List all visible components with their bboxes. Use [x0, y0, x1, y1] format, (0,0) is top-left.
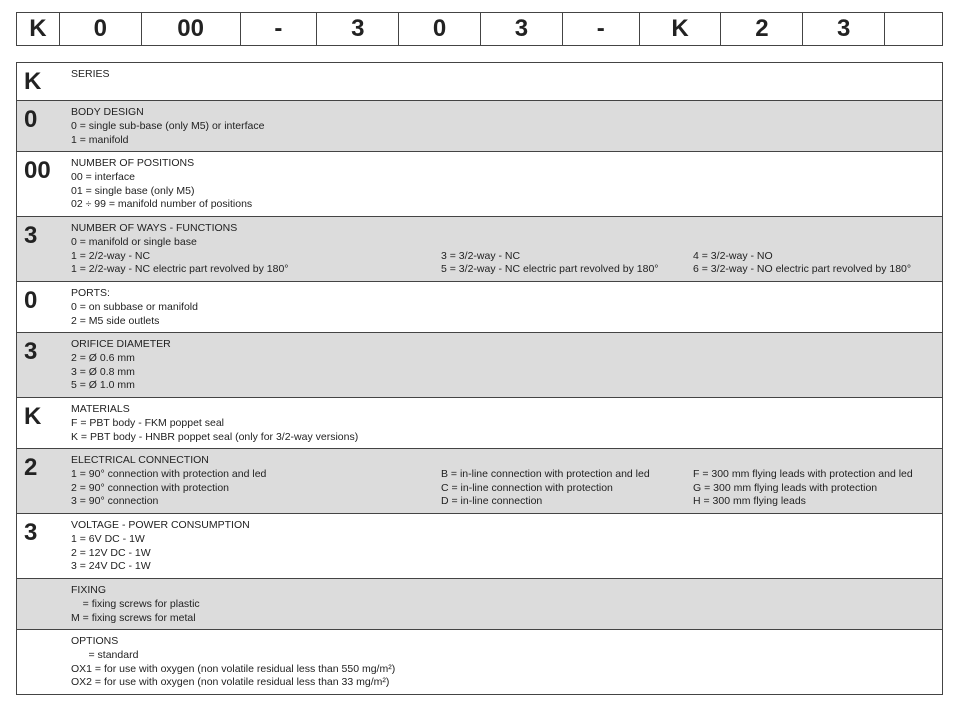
option-text: 01 = single base (only M5) [71, 184, 195, 197]
option-line [71, 468, 936, 482]
option-line [71, 417, 936, 431]
option-line [71, 236, 936, 250]
option-line [71, 533, 936, 547]
row-title: SERIES [71, 68, 110, 80]
option-line [71, 547, 936, 561]
ordering-code-table [16, 62, 943, 695]
option-text: D = in-line connection [441, 495, 543, 508]
option-text: F = PBT body - FKM poppet seal [71, 416, 225, 429]
code-cell-6: 0 [399, 13, 481, 45]
code-cell-2: 0 [60, 13, 142, 45]
row-title: MATERIALS [71, 403, 130, 415]
option-line [71, 198, 936, 212]
row-description [71, 519, 936, 574]
option-text: 3 = 90° connection [71, 495, 159, 508]
option-text: 5 = Ø 1.0 mm [71, 379, 135, 392]
option-text: 2 = Ø 0.6 mm [71, 351, 135, 364]
option-text: 3 = 3/2-way - NC [441, 249, 521, 262]
row-fixing [17, 578, 942, 629]
row-description [71, 454, 936, 509]
row-code-value: 3 [24, 222, 38, 249]
row-options [17, 629, 942, 694]
option-line [71, 379, 936, 393]
option-text: 2 = M5 side outlets [71, 314, 160, 327]
row-code-value: 3 [24, 519, 38, 546]
option-line [71, 315, 936, 329]
option-text: 3 = Ø 0.8 mm [71, 365, 135, 378]
option-line [71, 431, 936, 445]
row-body-design [17, 100, 942, 151]
option-line [71, 301, 936, 315]
option-text: 1 = 2/2-way - NC electric part revolved by 180° [71, 263, 289, 276]
code-cell-8: - [563, 13, 640, 45]
row-voltage [17, 513, 942, 578]
row-code-value: 0 [24, 106, 38, 133]
option-line [71, 482, 936, 496]
option-text: 1 = 2/2-way - NC [71, 249, 151, 262]
code-cell-11: 3 [803, 13, 885, 45]
option-text: C = in-line connection with protection [441, 481, 613, 494]
row-title: VOLTAGE - POWER CONSUMPTION [71, 519, 250, 531]
row-ports [17, 281, 942, 332]
row-title: OPTIONS [71, 635, 119, 647]
code-cell-4: - [241, 13, 318, 45]
row-title: NUMBER OF WAYS - FUNCTIONS [71, 222, 238, 234]
row-title: ORIFICE DIAMETER [71, 338, 171, 350]
row-title: FIXING [71, 584, 107, 596]
option-line [71, 612, 936, 626]
option-line [71, 352, 936, 366]
option-line [71, 250, 936, 264]
option-text: = standard [71, 648, 139, 661]
code-cell-1: K [17, 13, 60, 45]
option-text: 0 = on subbase or manifold [71, 300, 198, 313]
row-description [71, 222, 936, 277]
row-materials [17, 397, 942, 448]
code-cell-12 [885, 13, 942, 45]
row-description [71, 287, 936, 328]
option-text: 1 = 6V DC - 1W [71, 532, 145, 545]
row-description [71, 584, 936, 625]
option-text: 0 = single sub-base (only M5) or interface [71, 119, 265, 132]
row-title: NUMBER OF POSITIONS [71, 157, 195, 169]
row-code-value: K [24, 403, 42, 430]
option-line [71, 263, 936, 277]
option-text: OX2 = for use with oxygen (non volatile residual less than 33 mg/m²) [71, 676, 390, 689]
row-electrical-connection [17, 448, 942, 513]
row-description [71, 635, 936, 690]
option-text: 0 = manifold or single base [71, 235, 197, 248]
option-line [71, 171, 936, 185]
row-title: PORTS: [71, 287, 110, 299]
row-series [17, 63, 942, 100]
option-text: OX1 = for use with oxygen (non volatile residual less than 550 mg/m²) [71, 662, 396, 675]
row-code-value: 00 [24, 157, 51, 184]
option-text: K = PBT body - HNBR poppet seal (only for 3/2-way versions) [71, 430, 359, 443]
row-code-value: 2 [24, 454, 38, 481]
order-code-strip [16, 12, 943, 46]
row-description [71, 403, 936, 444]
option-line [71, 120, 936, 134]
option-text: 1 = 90° connection with protection and led [71, 467, 267, 480]
code-cell-3: 00 [142, 13, 241, 45]
row-number-of-positions [17, 151, 942, 216]
option-text: 1 = manifold [71, 133, 129, 146]
option-text: 5 = 3/2-way - NC electric part revolved by 180° [441, 263, 659, 276]
option-text: F = 300 mm flying leads with protection and led [693, 467, 913, 480]
code-cell-5: 3 [317, 13, 399, 45]
row-number-of-ways [17, 216, 942, 281]
code-cell-10: 2 [721, 13, 803, 45]
option-line [71, 366, 936, 380]
option-line [71, 649, 936, 663]
option-text: 3 = 24V DC - 1W [71, 560, 151, 573]
option-line [71, 598, 936, 612]
option-line [71, 663, 936, 677]
option-line [71, 676, 936, 690]
option-text: M = fixing screws for metal [71, 611, 196, 624]
option-text: 2 = 12V DC - 1W [71, 546, 151, 559]
code-cell-9: K [640, 13, 722, 45]
row-description [71, 68, 936, 82]
row-code-value: K [24, 68, 42, 95]
row-description [71, 157, 936, 212]
option-text: B = in-line connection with protection and led [441, 467, 650, 480]
row-code-value: 0 [24, 287, 38, 314]
option-line [71, 495, 936, 509]
option-text: 4 = 3/2-way - NO [693, 249, 773, 262]
row-code-value: 3 [24, 338, 38, 365]
option-line [71, 134, 936, 148]
row-orifice-diameter [17, 332, 942, 397]
row-title: BODY DESIGN [71, 106, 144, 118]
option-text: 6 = 3/2-way - NO electric part revolved by 180° [693, 263, 912, 276]
row-description [71, 338, 936, 393]
option-text: 02 ÷ 99 = manifold number of positions [71, 198, 253, 211]
row-description [71, 106, 936, 147]
option-text: 00 = interface [71, 170, 135, 183]
option-line [71, 185, 936, 199]
option-text: G = 300 mm flying leads with protection [693, 481, 878, 494]
option-text: H = 300 mm flying leads [693, 495, 806, 508]
option-text: 2 = 90° connection with protection [71, 481, 230, 494]
option-line [71, 560, 936, 574]
row-title: ELECTRICAL CONNECTION [71, 454, 209, 466]
option-text: = fixing screws for plastic [71, 597, 200, 610]
code-cell-7: 3 [481, 13, 563, 45]
